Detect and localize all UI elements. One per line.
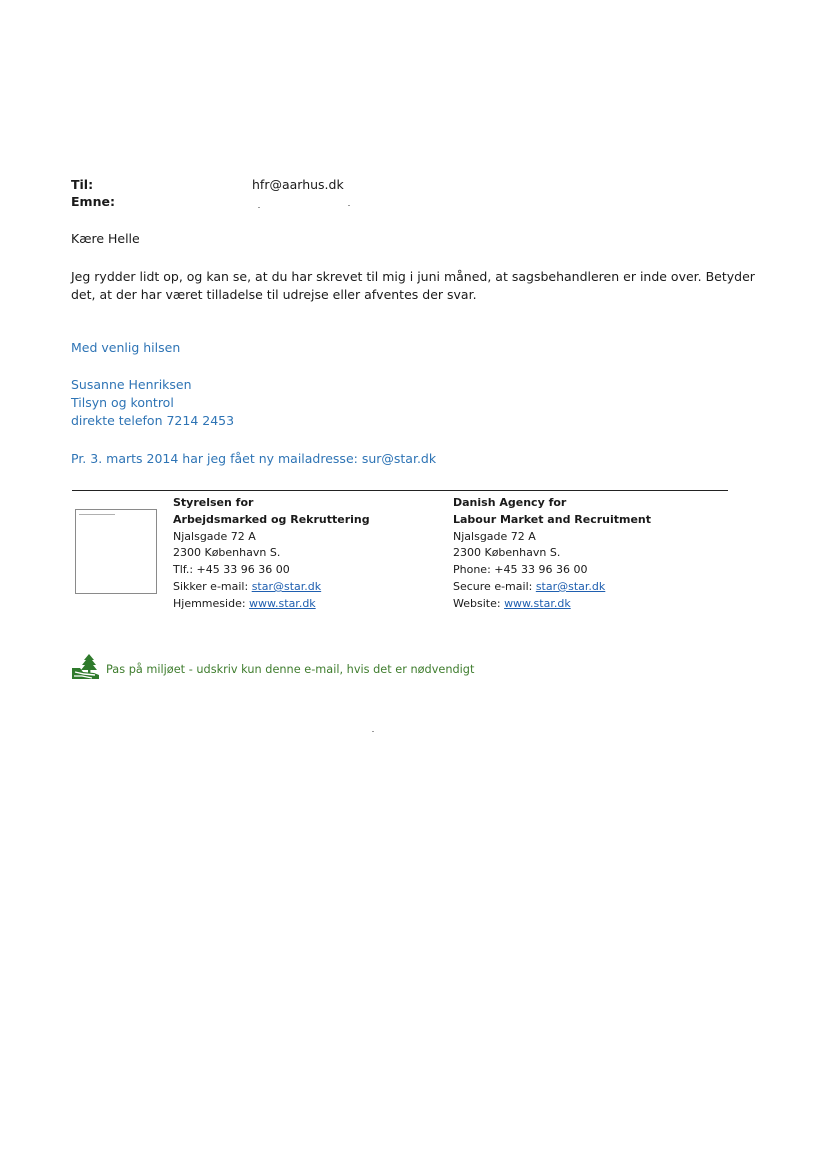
paragraph-line-1: Jeg rydder lidt op, og kan se, at du har skrevet til mig i juni måned, at sagsbehandleren er inde over. Betyder [71, 269, 755, 284]
web-label-da: Hjemmeside: [173, 596, 250, 610]
new-email-notice: Pr. 3. marts 2014 har jeg fået ny mailadresse: sur@star.dk [71, 451, 437, 466]
signature-name: Susanne Henriksen [71, 377, 192, 392]
agency-name-en-1: Danish Agency for [453, 496, 567, 509]
agency-name-en-2: Labour Market and Recruitment [453, 512, 652, 526]
greeting: Kære Helle [71, 231, 140, 246]
city-en: 2300 København S. [453, 546, 561, 560]
city-da: 2300 København S. [173, 546, 281, 560]
logo-placeholder-line [79, 514, 115, 515]
email-row-en [453, 579, 651, 596]
footer-divider [72, 490, 728, 491]
web-link-da[interactable]: www.star.dk [249, 596, 316, 610]
street-en: Njalsgade 72 A [453, 529, 536, 543]
phone-da: Tlf.: +45 33 96 36 00 [173, 563, 290, 577]
subject-label: Emne: [71, 194, 115, 209]
scan-speck [348, 205, 350, 206]
paragraph-line-2: det, at der har været tilladelse til udrejse eller afventes der svar. [71, 287, 477, 302]
email-link-en[interactable]: star@star.dk [535, 579, 606, 593]
closing: Med venlig hilsen [71, 340, 181, 355]
web-label-en: Website: [453, 596, 505, 610]
scan-speck [258, 207, 260, 208]
to-value: hfr@aarhus.dk [252, 177, 344, 192]
agency-name-da-2: Arbejdsmarked og Rekruttering [173, 512, 370, 526]
scan-speck [372, 731, 374, 732]
web-row-en [453, 596, 651, 613]
email-row-da [173, 579, 370, 596]
web-row-da [173, 596, 370, 613]
address-block-english [453, 495, 651, 613]
signature-department: Tilsyn og kontrol [71, 395, 174, 410]
agency-logo [75, 509, 157, 594]
agency-name-da-1: Styrelsen for [173, 496, 254, 509]
email-label-en: Secure e-mail: [453, 579, 536, 593]
to-label: Til: [71, 177, 94, 192]
phone-en: Phone: +45 33 96 36 00 [453, 563, 588, 577]
eco-note: Pas på miljøet - udskriv kun denne e-mail, hvis det er nødvendigt [106, 663, 475, 676]
tree-print-icon [70, 654, 102, 680]
signature-phone: direkte telefon 7214 2453 [71, 413, 235, 428]
web-link-en[interactable]: www.star.dk [504, 596, 571, 610]
email-link-da[interactable]: star@star.dk [251, 579, 322, 593]
address-block-danish [173, 495, 370, 613]
street-da: Njalsgade 72 A [173, 529, 256, 543]
email-label-da: Sikker e-mail: [173, 579, 252, 593]
